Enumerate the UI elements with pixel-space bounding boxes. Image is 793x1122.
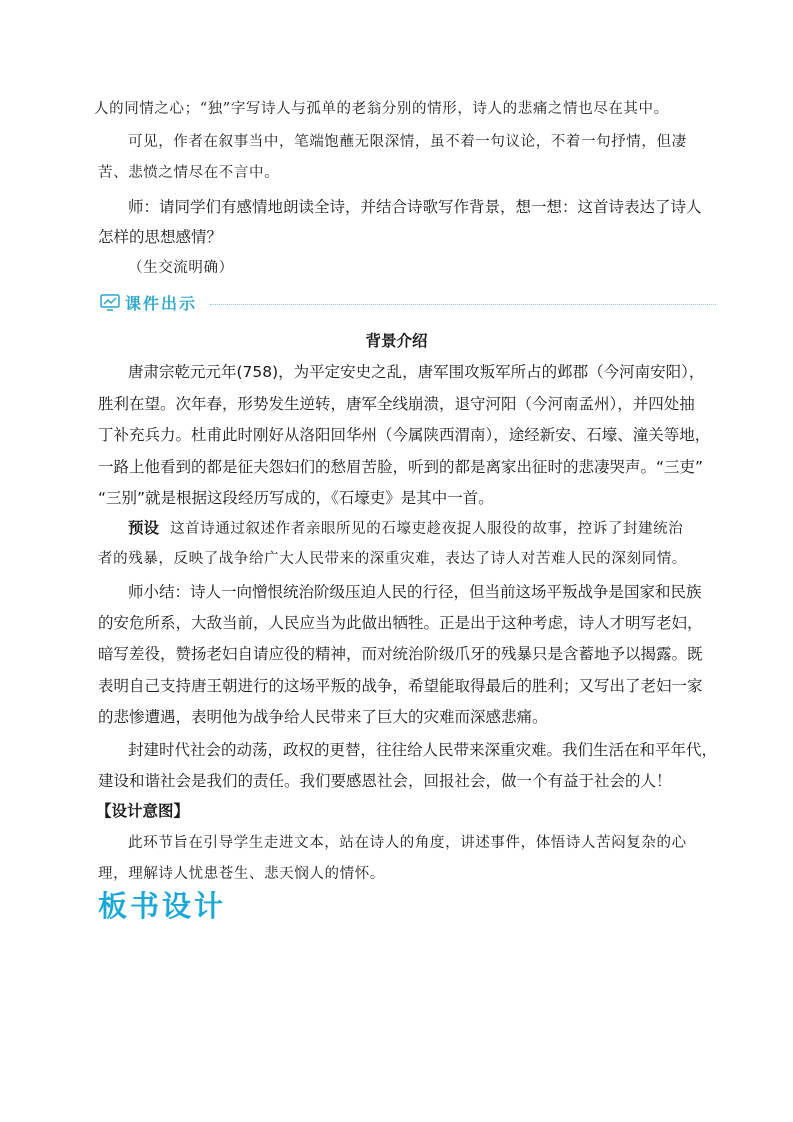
teacher-question-line-1: 师：请同学们有感情地朗读全诗，并结合诗歌写作背景，想一想：这首诗表达了诗人 (128, 198, 702, 216)
background-line-3: 丁补充兵力。杜甫此时刚好从洛阳回华州（今属陕西渭南），途经新安、石壕、潼关等地， (98, 426, 711, 444)
background-title: 背景介绍 (365, 332, 428, 350)
preset-label: 预设 (128, 519, 160, 537)
background-line-5: “三别”就是根据这段经历写成的，《石壕吏》是其中一首。 (98, 489, 494, 507)
courseware-title: 课件出示 (125, 294, 198, 313)
intro-line-1: 人的同情之心；“独”字写诗人与孤单的老翁分别的情形，诗人的悲痛之情也尽在其中。 (94, 101, 669, 117)
preset-text-1: 这首诗通过叙述作者亲眼所见的石壕吏趁夜捉人服役的故事，控诉了封建统治 (169, 521, 684, 537)
design-intent-line-1: 此环节旨在引导学生走进文本，站在诗人的角度，讲述事件，体悟诗人苦闷复杂的心 (128, 835, 687, 851)
background-line-1: 唐肃宗乾元元年(758)，为平定安史之乱，唐军围攻叛军所占的邺郡（今河南安阳）， (128, 363, 705, 381)
background-line-4: 一路上他看到的都是征夫怨妇们的愁眉苦脸，听到的都是离家出征时的悲凄哭声。“三吏” (98, 458, 704, 476)
design-intent-heading: 【设计意图】 (96, 802, 190, 820)
summary-line-4: 表明自己支持唐王朝进行的这场平叛的战争，希望能取得最后的胜利；又写出了老妇一家 (98, 677, 703, 695)
student-exchange-note: （生交流明确） (128, 260, 234, 276)
teacher-question-line-2: 怎样的思想感情？ (98, 228, 223, 246)
preset-line-1 (128, 517, 683, 540)
society-line-2: 建设和谐社会是我们的责任。我们要感恩社会，回报社会，做一个有益于社会的人！ (98, 772, 672, 790)
chart-screen-icon (100, 294, 120, 312)
summary-line-2: 的安危所系，大敌当前，人民应当为此做出牺牲。正是出于这种考虑，诗人才明写老妇， (98, 614, 703, 632)
summary-line-1: 师小结：诗人一向憎恨统治阶级压迫人民的行径，但当前这场平叛战争是国家和民族 (128, 583, 702, 601)
dotted-divider (210, 304, 716, 305)
intro-para2-line-2: 苦、悲愤之情尽在不言中。 (98, 165, 280, 181)
design-intent-line-2: 理，理解诗人忧患苍生、悲天悯人的情怀。 (98, 866, 385, 882)
preset-line-2: 者的残暴，反映了战争给广大人民带来的深重灾难，表达了诗人对苦难人民的深刻同情。 (98, 551, 687, 567)
intro-para2-line-1: 可见，作者在叙事当中，笔端饱蘸无限深情，虽不着一句议论，不着一句抒情，但凄 (128, 134, 687, 150)
summary-line-3: 暗写差役，赞扬老妇自请应役的精神，而对统治阶级爪牙的残暴只是含蓄地予以揭露。既 (98, 645, 703, 663)
background-line-2: 胜利在望。次年春，形势发生逆转，唐军全线崩溃，退守河阳（今河南孟州），并四处抽 (98, 395, 695, 413)
summary-line-5: 的悲惨遭遇，表明他为战争给人民带来了巨大的灾难而深感悲痛。 (98, 708, 548, 726)
courseware-section-header (98, 292, 716, 316)
society-line-1: 封建时代社会的动荡，政权的更替，往往给人民带来深重灾难。我们生活在和平年代， (128, 741, 718, 759)
board-design-title: 板书设计 (98, 889, 227, 923)
